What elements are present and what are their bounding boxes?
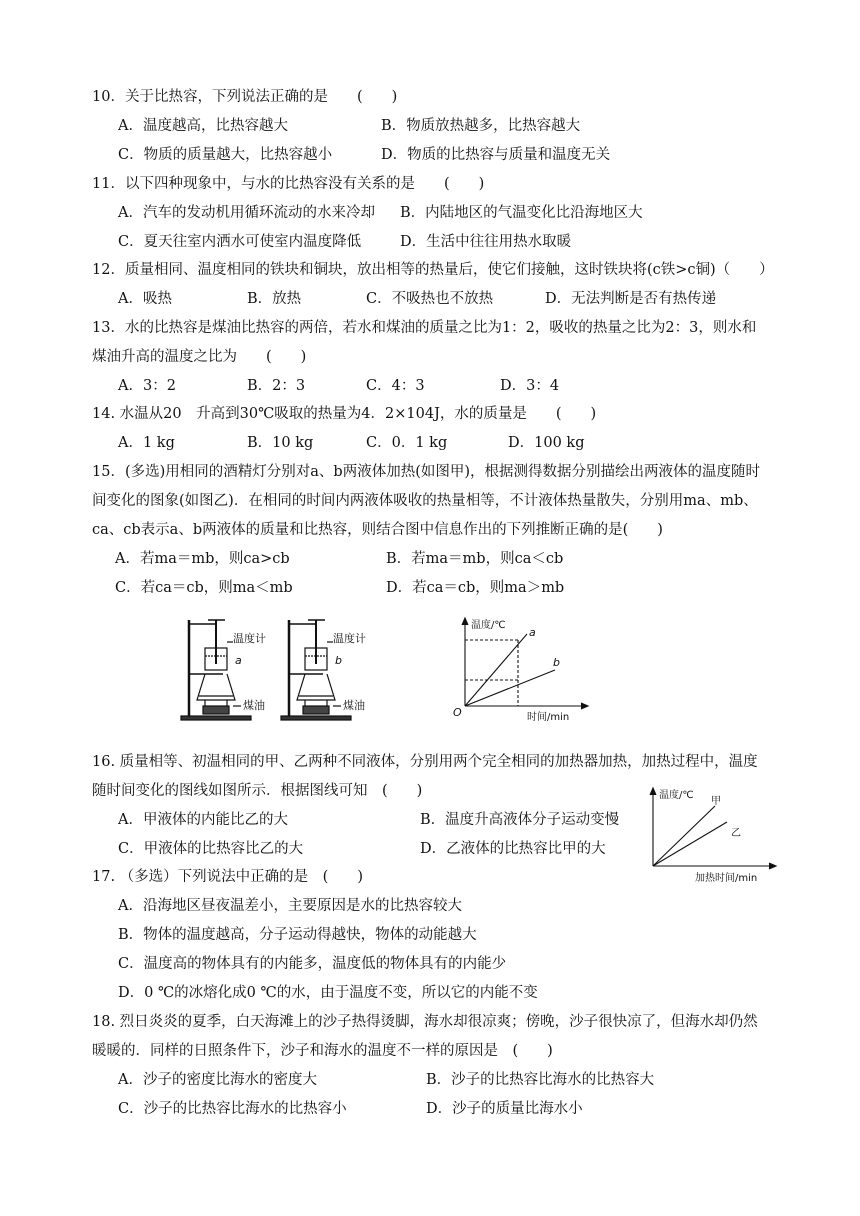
q16-graph-x-label: 加热时间/min [695, 873, 758, 884]
q14-option-d: D．100 kg [508, 435, 585, 451]
q13-option-b: B．2：3 [247, 378, 306, 394]
q15-option-c: C．若ca＝cb，则ma＜mb [115, 580, 293, 596]
q15-thermometer-label-2: 温度计 [333, 632, 366, 645]
q11-option-d: D．生活中往往用热水取暖 [400, 234, 572, 250]
q11-option-b: B．内陆地区的气温变化比沿海地区大 [400, 205, 643, 221]
q18-stem-line1: 18. 烈日炎炎的夏季，白天海滩上的沙子热得烫脚，海水却很凉爽；傍晚，沙子很快凉了，但海水却仍然 [92, 1014, 758, 1030]
q14-option-a: A．1 kg [118, 435, 175, 451]
q12-option-a: A．吸热 [118, 291, 172, 307]
q14-option-b: B．10 kg [247, 435, 314, 451]
q14-option-c: C．0．1 kg [366, 435, 448, 451]
q15-stem-line3: ca、cb表示a、b两液体的质量和比热容，则结合图中信息作出的下列推断正确的是( ) [92, 522, 663, 538]
q16-line-jia [653, 806, 715, 866]
q18-stem-line2: 暖暖的．同样的日照条件下，沙子和海水的温度不一样的原因是 ( ) [92, 1043, 553, 1059]
q10-option-c: C．物质的质量越大，比热容越小 [118, 147, 333, 163]
q12-option-b: B．放热 [247, 291, 302, 307]
q18-option-c: C．沙子的比热容比海水的比热容小 [118, 1101, 347, 1117]
q15-stem-line1: 15．(多选)用相同的酒精灯分别对a、b两液体加热(如图甲)，根据测得数据分别描绘出两液体的温度随时 [92, 464, 761, 480]
q17-option-a: A．沿海地区昼夜温差小，主要原因是水的比热容较大 [118, 898, 462, 914]
q11-stem: 11．以下四种现象中，与水的比热容没有关系的是 ( ) [92, 176, 485, 192]
q15-figure [175, 612, 595, 724]
q16-option-b: B．温度升高液体分子运动变慢 [420, 812, 620, 828]
q15-graph-y-label: 温度/℃ [471, 620, 506, 631]
q17-option-b: B．物体的温度越高，分子运动得越快，物体的动能越大 [118, 927, 477, 943]
q13-option-c: C．4：3 [366, 378, 425, 394]
q11-option-a: A．汽车的发动机用循环流动的水来冷却 [118, 205, 375, 221]
q11-option-c: C．夏天往室内洒水可使室内温度降低 [118, 234, 362, 250]
q15-graph-line-a-label: a [529, 626, 536, 639]
q16-graph-y-label: 温度/℃ [659, 790, 694, 801]
q15-liquid-a-label: a [235, 654, 242, 667]
q10-stem: 10．关于比热容，下列说法正确的是 ( ) [92, 89, 398, 105]
q13-stem-line2: 煤油升高的温度之比为 ( ) [92, 349, 307, 365]
q16-option-a: A．甲液体的内能比乙的大 [118, 812, 288, 828]
q15-option-d: D．若ca＝cb，则ma＞mb [386, 580, 565, 596]
q15-graph-x-label: 时间/min [527, 712, 570, 723]
q16-stem-line1: 16. 质量相等、初温相同的甲、乙两种不同液体，分别用两个完全相同的加热器加热，加热过程中，温度 [92, 754, 758, 770]
q10-option-d: D．物质的比热容与质量和温度无关 [381, 147, 611, 163]
q16-figure [645, 786, 780, 886]
q16-line-yi [653, 822, 727, 866]
q18-option-d: D．沙子的质量比海水小 [426, 1101, 583, 1117]
q15-thermometer-label-1: 温度计 [233, 632, 266, 645]
q16-option-d: D．乙液体的比热容比甲的大 [420, 841, 606, 857]
q17-option-d: D．0 ℃的冰熔化成0 ℃的水，由于温度不变，所以它的内能不变 [118, 985, 538, 1001]
q17-option-c: C．温度高的物体具有的内能多，温度低的物体具有的内能少 [118, 956, 507, 972]
q15-option-b: B．若ma＝mb，则ca＜cb [386, 551, 564, 567]
q15-option-a: A．若ma＝mb，则ca>cb [115, 551, 290, 567]
q15-graph-origin: O [453, 706, 462, 719]
q12-stem: 12．质量相同、温度相同的铁块和铜块，放出相等的热量后，使它们接触，这时铁块将(c铁>c铜)（ ） [92, 262, 774, 278]
q16-line-jia-label: 甲 [711, 796, 721, 807]
q16-line-yi-label: 乙 [731, 828, 741, 839]
q18-option-a: A．沙子的密度比海水的密度大 [118, 1072, 317, 1088]
q13-option-d: D．3：4 [500, 378, 560, 394]
q12-option-d: D．无法判断是否有热传递 [545, 291, 717, 307]
q15-line-b [465, 670, 555, 706]
q15-stem-line2: 间变化的图象(如图乙)．在相同的时间内两液体吸收的热量相等，不计液体热量散失，分别用ma、mb、 [92, 493, 758, 509]
q10-option-a: A．温度越高，比热容越大 [118, 118, 288, 134]
q16-option-c: C．甲液体的比热容比乙的大 [118, 841, 304, 857]
q10-option-b: B．物质放热越多，比热容越大 [381, 118, 581, 134]
q16-stem-line2: 随时间变化的图线如图所示．根据图线可知 ( ) [92, 783, 423, 799]
q18-option-b: B．沙子的比热容比海水的比热容大 [426, 1072, 655, 1088]
q17-stem: 17. （多选）下列说法中正确的是 ( ) [92, 869, 363, 885]
q13-stem-line1: 13．水的比热容是煤油比热容的两倍，若水和煤油的质量之比为1：2，吸收的热量之比为2：3，则水和 [92, 320, 757, 336]
q12-option-c: C．不吸热也不放热 [366, 291, 494, 307]
q14-stem: 14. 水温从20 升高到30℃吸取的热量为4．2×104J，水的质量是 ( ) [92, 406, 597, 422]
q13-option-a: A．3：2 [118, 378, 176, 394]
q15-graph [462, 618, 588, 709]
q15-liquid-b-label: b [335, 654, 342, 667]
q15-kerosene-label-2: 煤油 [343, 699, 365, 712]
q15-kerosene-label-1: 煤油 [243, 699, 265, 712]
q15-graph-line-b-label: b [553, 656, 560, 669]
